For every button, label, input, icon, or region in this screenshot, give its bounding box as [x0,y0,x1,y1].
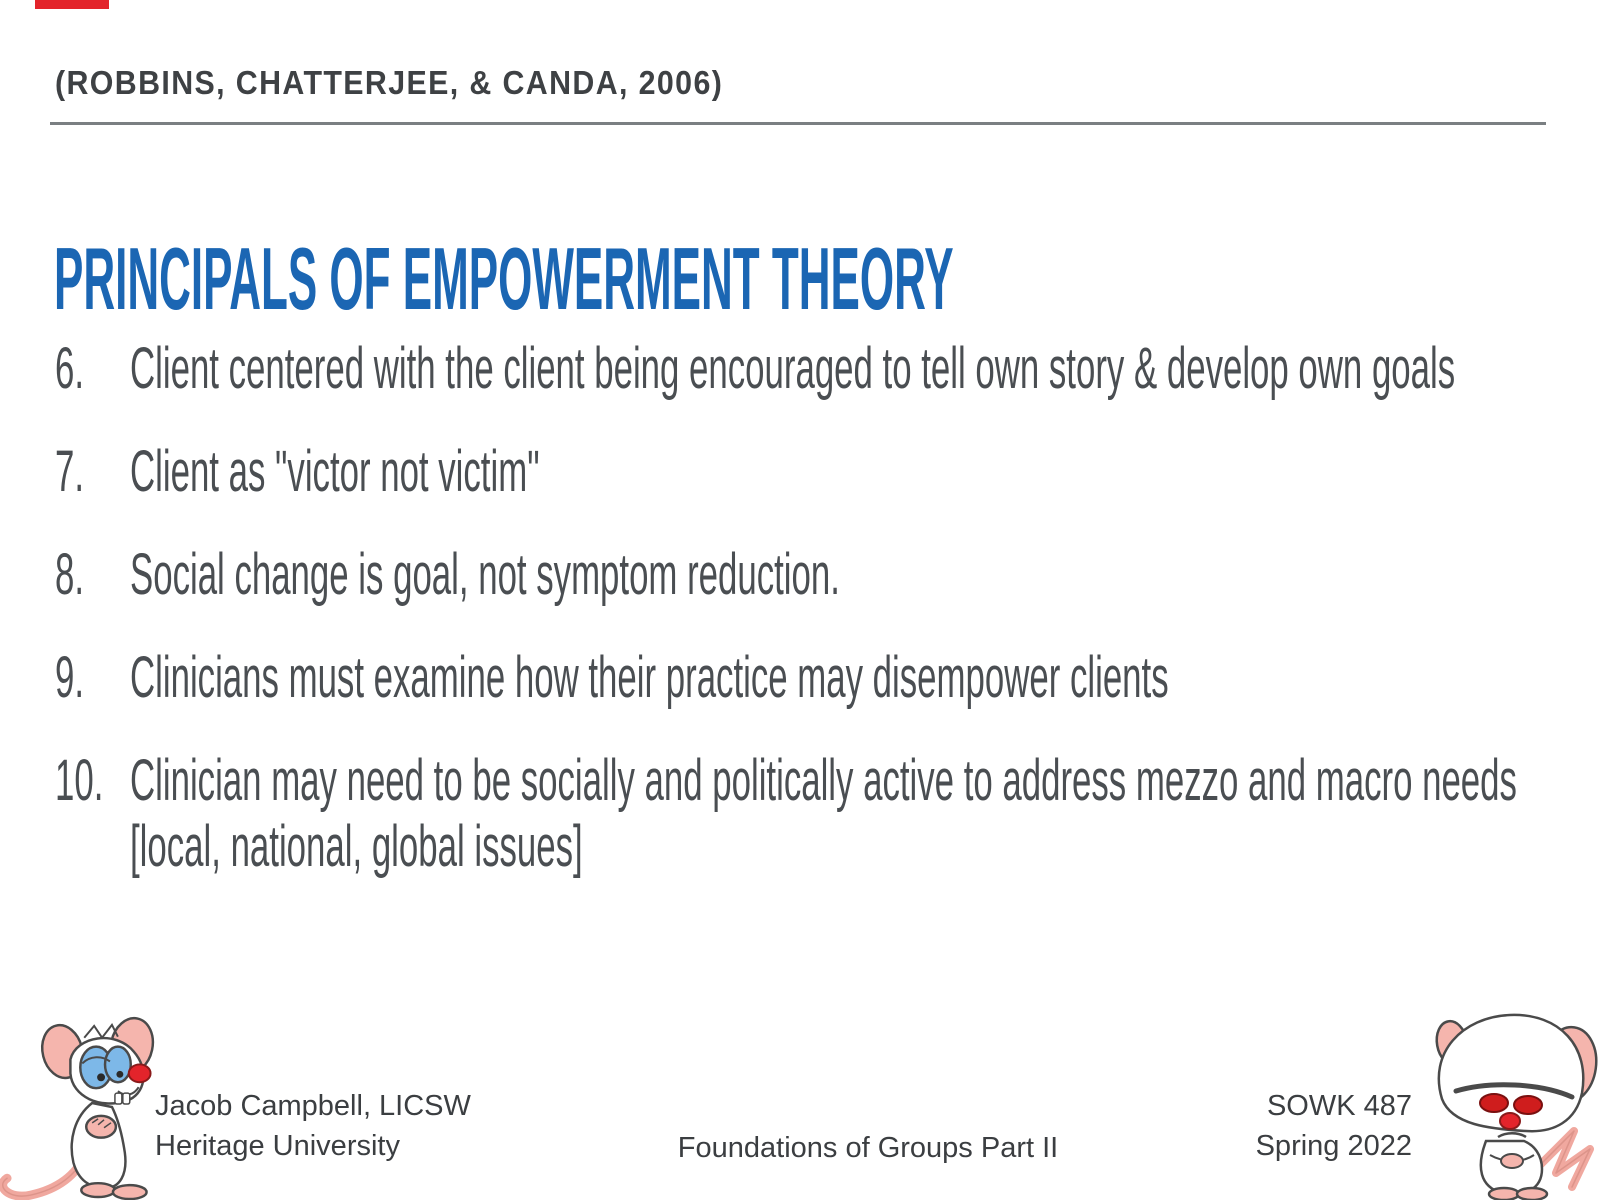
list-item-text: Client centered with the client being encouraged to tell own story & develop own goals [130,336,1456,401]
list-item-text: Clinicians must examine how their practice may disempower clients [130,645,1169,710]
footer-author-block [155,1086,471,1166]
header-divider [50,122,1546,125]
list-item [55,336,1531,402]
list-item [55,645,1531,711]
citation-text: (ROBBINS, CHATTERJEE, & CANDA, 2006) [55,64,724,101]
brain-mouse-illustration [1422,1003,1600,1200]
list-item-text: Social change is goal, not symptom reduction. [130,542,840,607]
footer-course-block [1256,1086,1412,1166]
list-item-text: Client as "victor not victim" [130,439,540,504]
footer-course-topic: Foundations of Groups Part II [677,1132,1059,1164]
list-item [55,439,1531,505]
slide-title: PRINCIPALS OF EMPOWERMENT THEORY [54,228,954,328]
footer-course-code: SOWK 487 [1266,1090,1412,1122]
list-item-number: 10. [55,748,104,813]
footer-institution: Heritage University [155,1130,400,1162]
list-item-number: 9. [55,645,85,710]
list-item [55,748,1531,880]
list-item-number: 6. [55,336,85,401]
red-accent-bar [35,0,109,9]
list-item-number: 8. [55,542,85,607]
list-item [55,542,1531,608]
footer-author: Jacob Campbell, LICSW [155,1090,471,1122]
principles-list [55,336,1531,917]
list-item-text: Clinician may need to be socially and politically active to address mezzo and macro needs [local, national, global issues] [130,748,1517,879]
list-item-number: 7. [55,439,85,504]
footer-term: Spring 2022 [1255,1130,1412,1162]
